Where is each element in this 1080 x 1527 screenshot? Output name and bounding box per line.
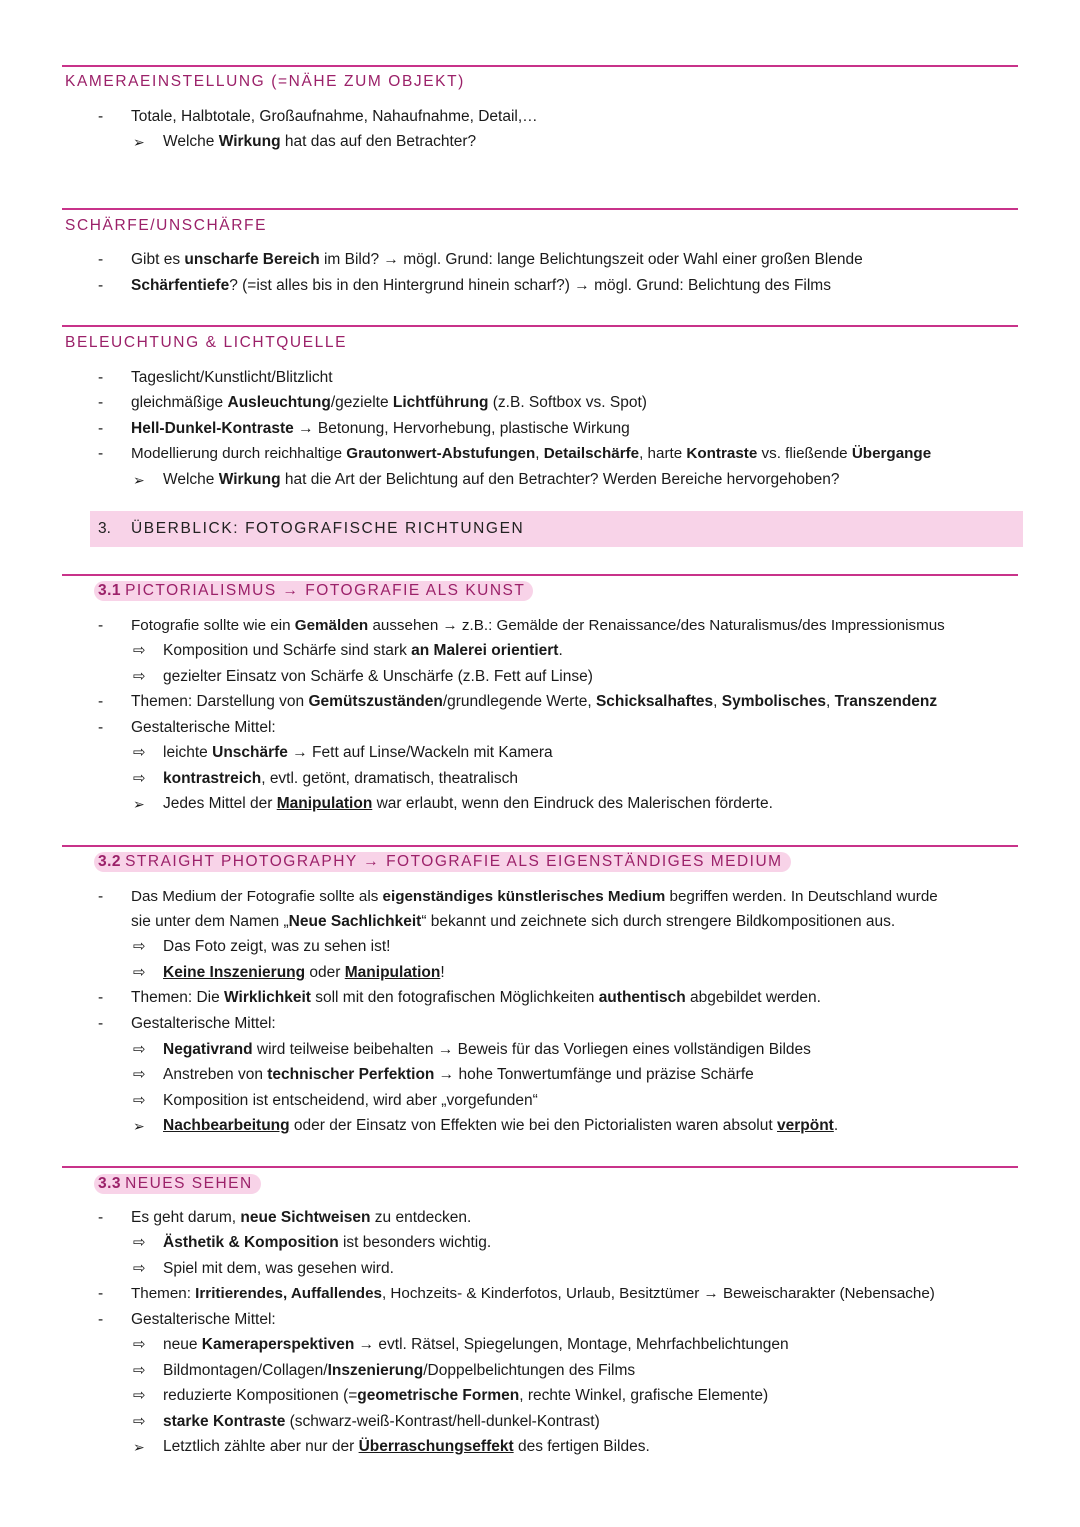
text-line: Das Foto zeigt, was zu sehen ist! [163,938,391,955]
text-line: Totale, Halbtotale, Großaufnahme, Nahaufnahme, Detail,… [131,108,538,125]
dash-marker: - [98,108,104,125]
text-line: Jedes Mittel der Manipulation war erlaubt, wenn den Eindruck des Malerischen förderte. [163,795,773,812]
arrow-bullet-icon: ⇨ [133,1041,146,1058]
text-line: Nachbearbeitung oder der Einsatz von Effekten wie bei den Pictorialisten waren absolut verpönt. [163,1117,839,1134]
triangle-bullet-icon: ➢ [133,1118,145,1134]
text-line: Letztlich zählte aber nur der Überraschungseffekt des fertigen Bildes. [163,1438,650,1455]
dash-marker: - [98,617,104,634]
arrow-bullet-icon: ⇨ [133,642,146,659]
text-line: Themen: Darstellung von Gemütszuständen/grundlegende Werte, Schicksalhaftes, Symbolisches, Transzendenz [131,693,938,710]
dash-marker: - [98,394,104,411]
text-line: Das Medium der Fotografie sollte als eigenständiges künstlerisches Medium begriffen werden. In Deutschland wurde [131,888,938,905]
text-line: Themen: Irritierendes, Auffallendes, Hochzeits- & Kinderfotos, Urlaub, Besitztümer → Beweischarakter (Nebensache) [131,1285,935,1302]
section-rule [62,325,1018,327]
arrow-bullet-icon: ⇨ [133,1066,146,1083]
heading-schaerfe: SCHÄRFE/UNSCHÄRFE [65,217,268,234]
text-line: Ästhetik & Komposition ist besonders wichtig. [163,1234,492,1251]
text-line: Fotografie sollte wie ein Gemälden aussehen → z.B.: Gemälde der Renaissance/des Naturalismus/des Impressionismus [131,617,945,634]
section-banner [90,511,1023,547]
heading-straight-photography: 3.2 STRAIGHT PHOTOGRAPHY → FOTOGRAFIE ALS EIGENSTÄNDIGES MEDIUM [94,852,791,872]
dash-marker: - [98,445,104,462]
triangle-bullet-icon: ➢ [133,796,145,812]
triangle-bullet-icon: ➢ [133,472,145,488]
arrow-bullet-icon: ⇨ [133,1362,146,1379]
dash-marker: - [98,1285,104,1302]
arrow-bullet-icon: ⇨ [133,1413,146,1430]
text-line: Hell-Dunkel-Kontraste → Betonung, Hervorhebung, plastische Wirkung [131,420,630,437]
heading-kameraeinstellung: KAMERAEINSTELLUNG (=NÄHE ZUM OBJEKT) [65,73,465,90]
text-line: Gibt es unscharfe Bereich im Bild? → mögl. Grund: lange Belichtungszeit oder Wahl einer großen Blende [131,251,863,268]
section-rule [62,208,1018,210]
dash-marker: - [98,277,104,294]
section-rule [62,65,1018,67]
text-line: Themen: Die Wirklichkeit soll mit den fotografischen Möglichkeiten authentisch abgebildet werden. [131,989,821,1006]
text-line: Tageslicht/Kunstlicht/Blitzlicht [131,369,333,386]
dash-marker: - [98,1015,104,1032]
heading-neues-sehen: 3.3 NEUES SEHEN [94,1174,261,1194]
text-line: Gestalterische Mittel: [131,1015,276,1032]
text-line: Komposition und Schärfe sind stark an Malerei orientiert. [163,642,563,659]
text-line: Schärfentiefe? (=ist alles bis in den Hintergrund hinein scharf?) → mögl. Grund: Belichtung des Films [131,277,831,294]
heading-beleuchtung: BELEUCHTUNG & LICHTQUELLE [65,334,348,351]
text-line: starke Kontraste (schwarz-weiß-Kontrast/hell-dunkel-Kontrast) [163,1413,600,1430]
arrow-bullet-icon: ⇨ [133,1092,146,1109]
heading-pictorialismus: 3.1 PICTORIALISMUS → FOTOGRAFIE ALS KUNST [94,581,533,601]
text-line: gezielter Einsatz von Schärfe & Unschärfe (z.B. Fett auf Linse) [163,668,593,685]
text-line: leichte Unschärfe → Fett auf Linse/Wackeln mit Kamera [163,744,553,761]
text-line: Modellierung durch reichhaltige Grautonwert-Abstufungen, Detailschärfe, harte Kontraste vs. fließende Übergange [131,445,932,462]
text-line: reduzierte Kompositionen (=geometrische Formen, rechte Winkel, grafische Elemente) [163,1387,769,1404]
text-line: Welche Wirkung hat das auf den Betrachter? [163,133,477,150]
dash-marker: - [98,369,104,386]
dash-marker: - [98,719,104,736]
arrow-bullet-icon: ⇨ [133,1260,146,1277]
text-line: Negativrand wird teilweise beibehalten → Beweis für das Vorliegen eines vollständigen Bildes [163,1041,811,1058]
text-line: gleichmäßige Ausleuchtung/gezielte Lichtführung (z.B. Softbox vs. Spot) [131,394,647,411]
text-line: Spiel mit dem, was gesehen wird. [163,1260,394,1277]
dash-marker: - [98,693,104,710]
arrow-bullet-icon: ⇨ [133,744,146,761]
arrow-bullet-icon: ⇨ [133,668,146,685]
text-line: Anstreben von technischer Perfektion → hohe Tonwertumfänge und präzise Schärfe [163,1066,754,1083]
text-line: kontrastreich, evtl. getönt, dramatisch, theatralisch [163,770,518,787]
text-line: Welche Wirkung hat die Art der Belichtung auf den Betrachter? Werden Bereiche hervorgehoben? [163,471,840,488]
text-line: Es geht darum, neue Sichtweisen zu entdecken. [131,1209,472,1226]
text-line: Gestalterische Mittel: [131,719,276,736]
text-line: Gestalterische Mittel: [131,1311,276,1328]
text-line: Keine Inszenierung oder Manipulation! [163,964,445,981]
arrow-bullet-icon: ⇨ [133,1336,146,1353]
section-rule [62,845,1018,847]
section-rule [62,1166,1018,1168]
text-line: Komposition ist entscheidend, wird aber „vorgefunden“ [163,1092,538,1109]
dash-marker: - [98,1209,104,1226]
text-line: Bildmontagen/Collagen/Inszenierung/Doppelbelichtungen des Films [163,1362,636,1379]
arrow-bullet-icon: ⇨ [133,964,146,981]
dash-marker: - [98,989,104,1006]
dash-marker: - [98,420,104,437]
arrow-bullet-icon: ⇨ [133,770,146,787]
arrow-bullet-icon: ⇨ [133,938,146,955]
dash-marker: - [98,251,104,268]
triangle-bullet-icon: ➢ [133,134,145,150]
section-title-ueberblick: 3. ÜBERBLICK: FOTOGRAFISCHE RICHTUNGEN [98,520,525,537]
dash-marker: - [98,888,104,905]
arrow-bullet-icon: ⇨ [133,1387,146,1404]
text-line: sie unter dem Namen „Neue Sachlichkeit“ bekannt und zeichnete sich durch strengere Bildkompositionen aus. [131,913,896,930]
dash-marker: - [98,1311,104,1328]
text-line: neue Kameraperspektiven → evtl. Rätsel, Spiegelungen, Montage, Mehrfachbelichtungen [163,1336,789,1353]
arrow-bullet-icon: ⇨ [133,1234,146,1251]
triangle-bullet-icon: ➢ [133,1439,145,1455]
section-rule [62,574,1018,576]
